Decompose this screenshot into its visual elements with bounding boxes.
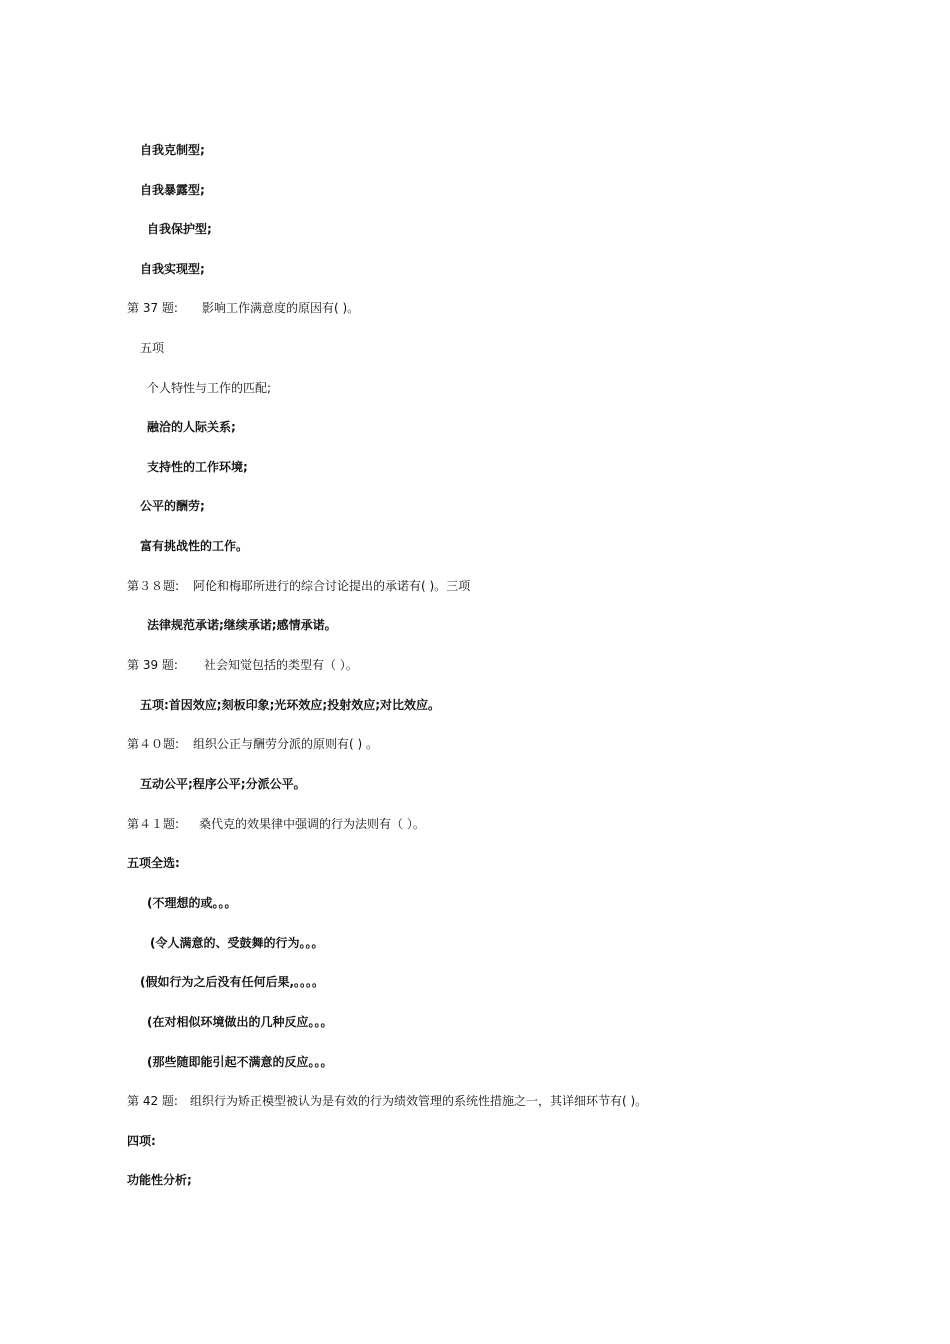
question-number: 第 39 题: bbox=[127, 658, 178, 672]
answer-line: 个人特性与工作的匹配; bbox=[147, 381, 272, 395]
answer-line: 公平的酬劳; bbox=[140, 499, 205, 513]
answer-line: 五项 bbox=[140, 341, 165, 355]
answer-line: (假如行为之后没有任何后果,。。。。 bbox=[140, 975, 325, 989]
question-text: 阿伦和梅耶所进行的综合讨论提出的承诺有( )。三项 bbox=[193, 579, 471, 593]
answer-line: 五项全选: bbox=[127, 856, 180, 870]
question-text: 影响工作满意度的原因有( )。 bbox=[201, 301, 360, 315]
answer-line: (那些随即能引起不满意的反应。。。 bbox=[147, 1055, 333, 1069]
answer-line: 支持性的工作环境; bbox=[147, 460, 248, 474]
question-text: 组织公正与酬劳分派的原则有( ) 。 bbox=[193, 737, 379, 751]
answer-line: (令人满意的、受鼓舞的行为。。。 bbox=[150, 936, 324, 950]
question-line bbox=[127, 816, 425, 832]
question-text: 组织行为矫正模型被认为是有效的行为绩效管理的系统性措施之一，其详细环节有( )。 bbox=[189, 1094, 648, 1108]
question-number: 第３８题: bbox=[127, 579, 180, 593]
answer-line: 自我保护型; bbox=[147, 222, 212, 236]
question-number: 第４１题: bbox=[127, 817, 180, 831]
question-text: 社会知觉包括的类型有（ ）。 bbox=[203, 658, 358, 672]
answer-line: 自我暴露型; bbox=[140, 183, 205, 197]
answer-line: 自我克制型; bbox=[140, 143, 205, 157]
question-number: 第 37 题: bbox=[127, 301, 178, 315]
question-line bbox=[127, 657, 358, 673]
question-line bbox=[127, 300, 359, 316]
question-number: 第 42 题: bbox=[127, 1094, 178, 1108]
question-line bbox=[127, 578, 470, 594]
question-number: 第４０题: bbox=[127, 737, 180, 751]
answer-line: 五项:首因效应;刻板印象;光环效应;投射效应;对比效应。 bbox=[140, 698, 440, 712]
answer-line: 功能性分析; bbox=[127, 1173, 192, 1187]
answer-line: (不理想的或。。。 bbox=[147, 896, 237, 910]
answer-line: 富有挑战性的工作。 bbox=[140, 539, 249, 553]
answer-line: 自我实现型; bbox=[140, 262, 205, 276]
answer-line: (在对相似环境做出的几种反应。。。 bbox=[147, 1015, 333, 1029]
answer-line: 融洽的人际关系; bbox=[147, 420, 236, 434]
question-line bbox=[127, 1093, 647, 1109]
answer-line: 四项: bbox=[127, 1134, 156, 1148]
question-line bbox=[127, 736, 378, 752]
answer-line: 法律规范承诺;继续承诺;感情承诺。 bbox=[147, 618, 337, 632]
question-text: 桑代克的效果律中强调的行为法则有（ ）。 bbox=[199, 817, 425, 831]
answer-line: 互动公平;程序公平;分派公平。 bbox=[140, 777, 306, 791]
